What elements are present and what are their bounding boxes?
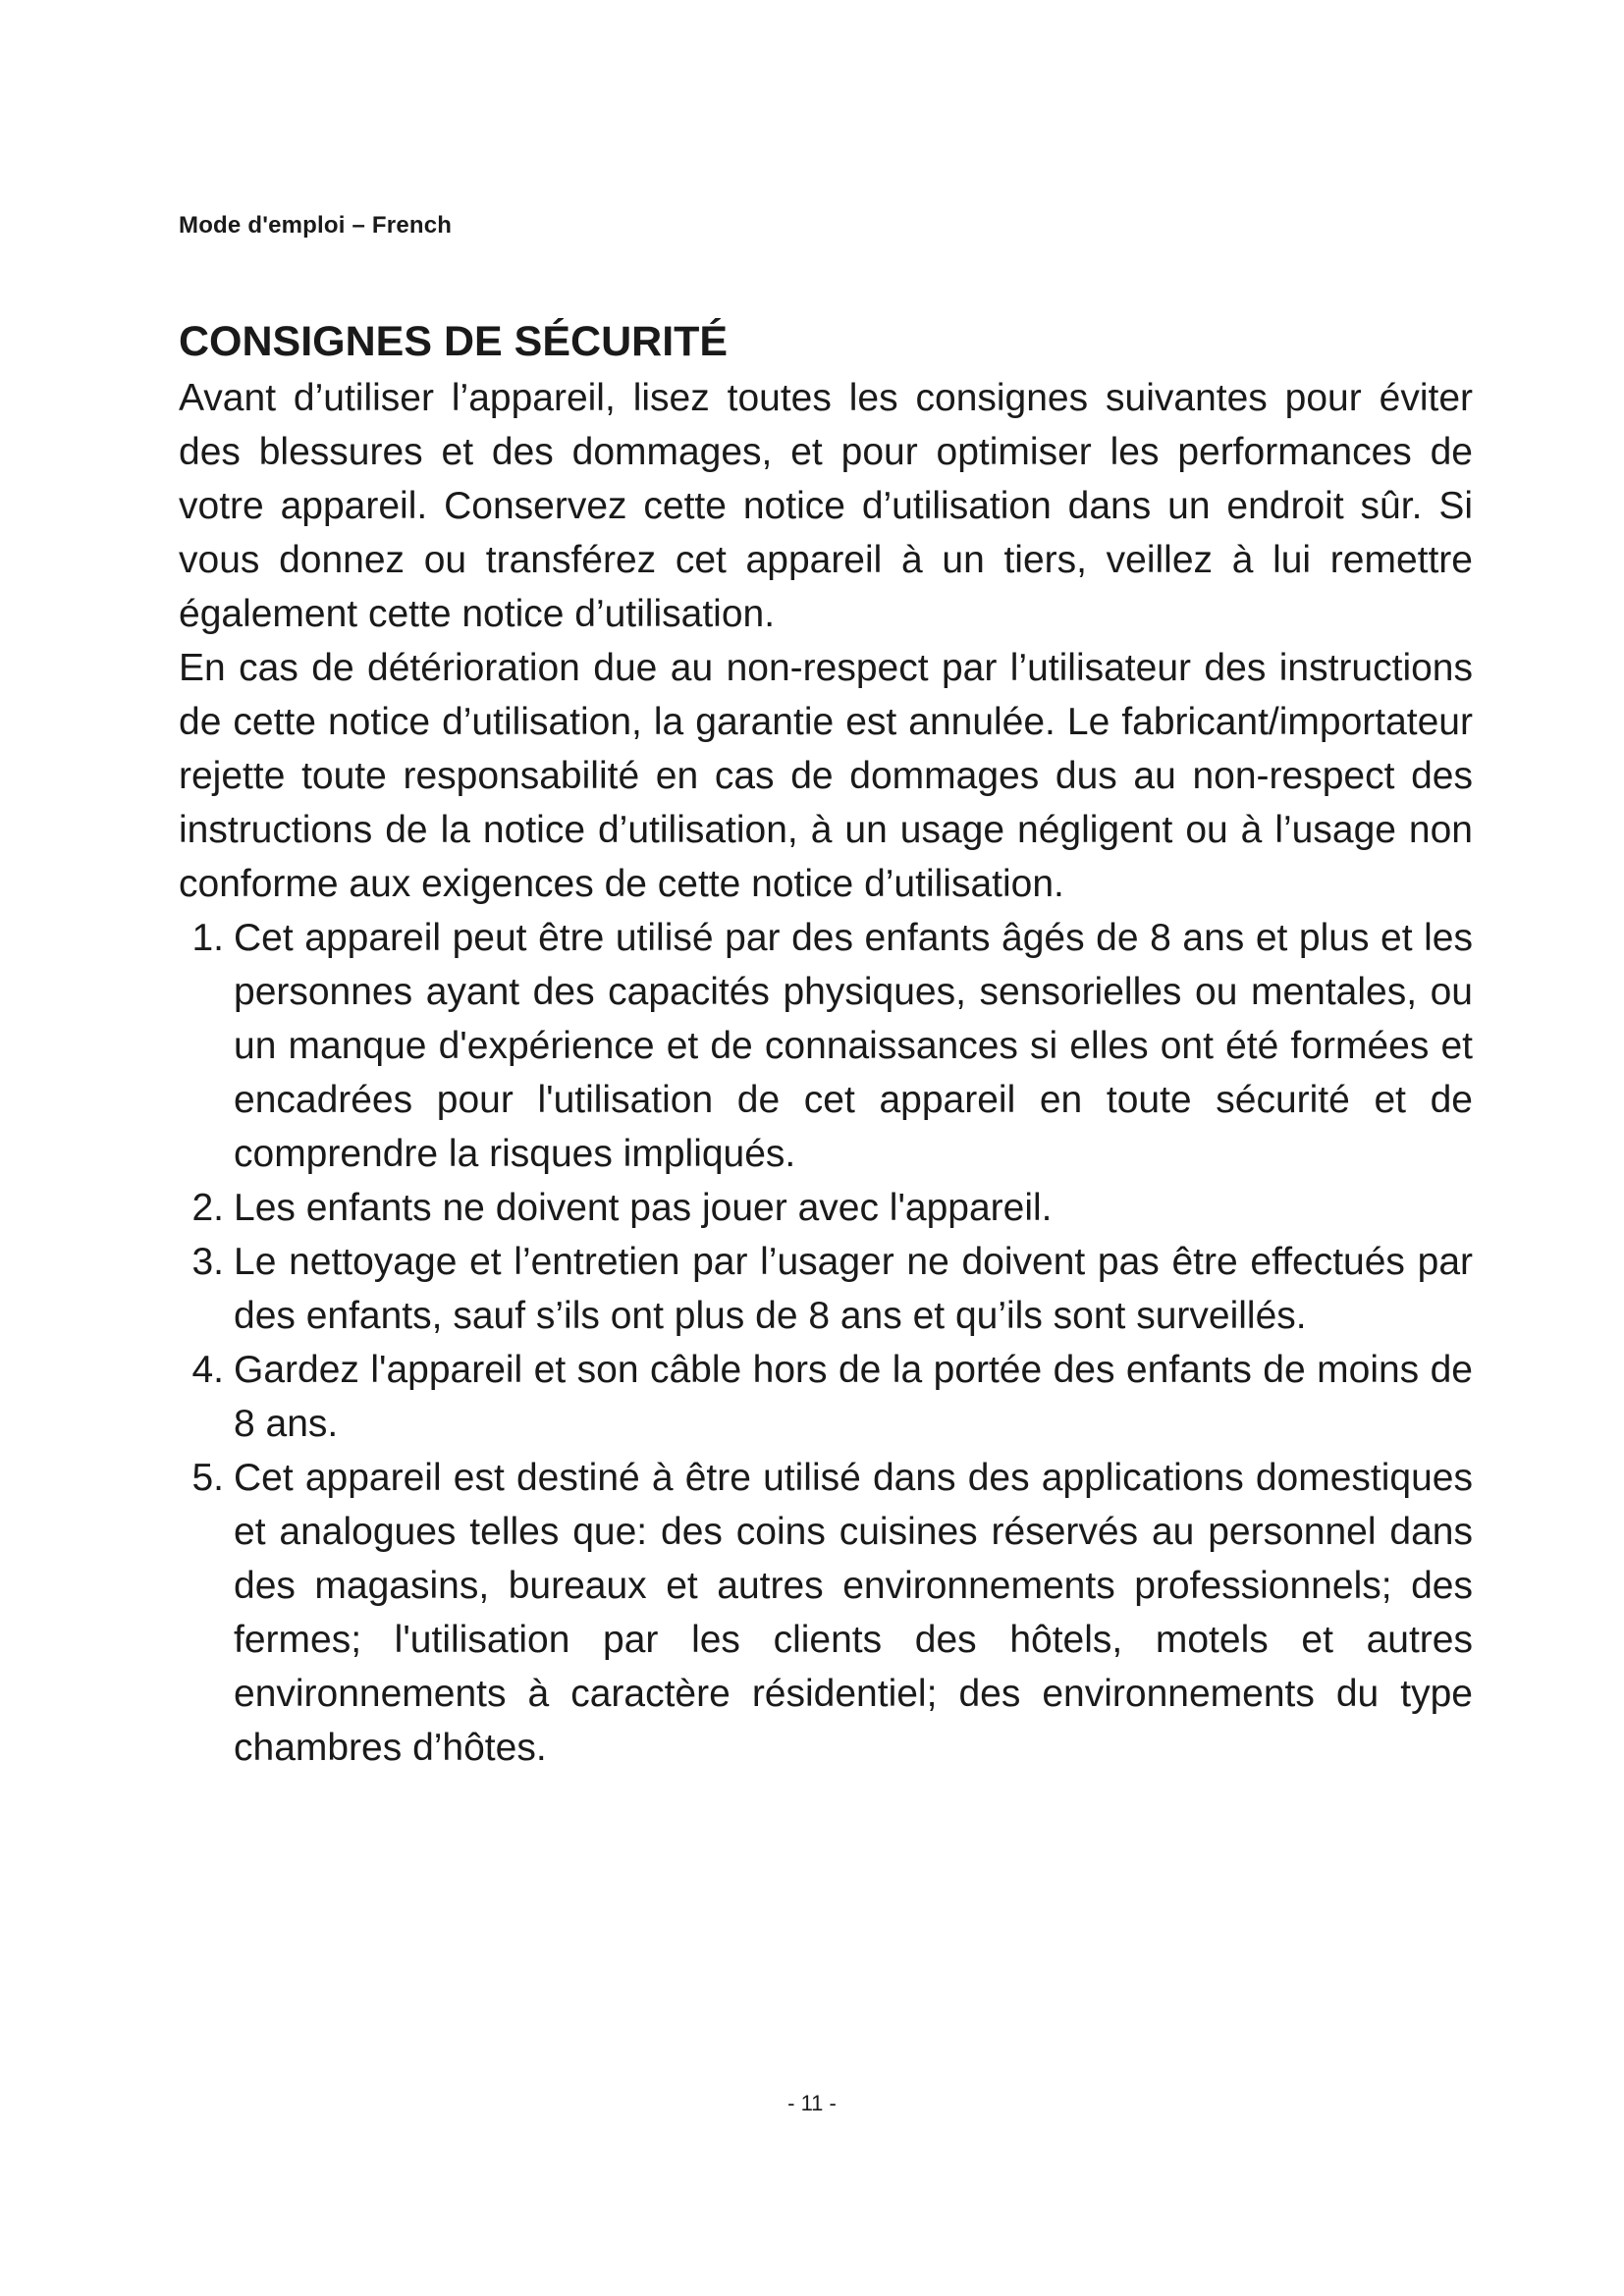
list-item [179,911,1473,1181]
list-item-number: 4. [191,1349,224,1391]
list-item-text: Cet appareil est destiné à être utilisé dans des applications domestiques et analogues telles que: des coins cuisines réservés au personnel dans des magasins, bureaux et autres environnements professionnels; des fermes; l'utilisation par les clients des hôtels, motels et autres environnements à caractère résidentiel; des environnements du type chambres d’hôtes. [234,1457,1473,1769]
list-item-text: Le nettoyage et l’entretien par l’usager ne doivent pas être effectués par des enfants, sauf s’ils ont plus de 8 ans et qu’ils sont surveillés. [234,1241,1473,1337]
list-item-text: Les enfants ne doivent pas jouer avec l'appareil. [234,1187,1053,1229]
list-item [179,1181,1473,1235]
list-item-text: Gardez l'appareil et son câble hors de la portée des enfants de moins de 8 ans. [234,1349,1473,1445]
list-item [179,1343,1473,1451]
safety-instructions-list [179,911,1473,1775]
document-header: Mode d'emploi – French [179,212,453,239]
list-item-number: 2. [191,1187,224,1229]
list-item-text: Cet appareil peut être utilisé par des enfants âgés de 8 ans et plus et les personnes ayant des capacités physiques, sensorielles ou mentales, ou un manque d'expérience et de connaissances si elles ont été formées et encadrées pour l'utilisation de cet appareil en toute sécurité et de comprendre la risques impliqués. [234,917,1473,1175]
intro-paragraph: Avant d’utiliser l’appareil, lisez toutes les consignes suivantes pour éviter des blessures et des dommages, et pour optimiser les performances de votre appareil. Conservez cette notice d’utilisation dans un endroit sûr. Si vous donnez ou transférez cet appareil à un tiers, veillez à lui remettre également cette notice d’utilisation. [179,377,1473,635]
list-item-number: 5. [191,1457,224,1499]
list-item [179,1451,1473,1775]
warranty-paragraph: En cas de détérioration due au non-respect par l’utilisateur des instructions de cette notice d’utilisation, la garantie est annulée. Le fabricant/importateur rejette toute responsabilité en cas de dommages dus au non-respect des instructions de la notice d’utilisation, à un usage négligent ou à l’usage non conforme aux exigences de cette notice d’utilisation. [179,647,1473,905]
list-item-number: 3. [191,1241,224,1283]
section-title: CONSIGNES DE SÉCURITÉ [179,318,729,365]
safety-section [179,312,1473,1775]
list-item-number: 1. [191,917,224,959]
list-item [179,1235,1473,1343]
page-number: - 11 - [787,2091,837,2115]
